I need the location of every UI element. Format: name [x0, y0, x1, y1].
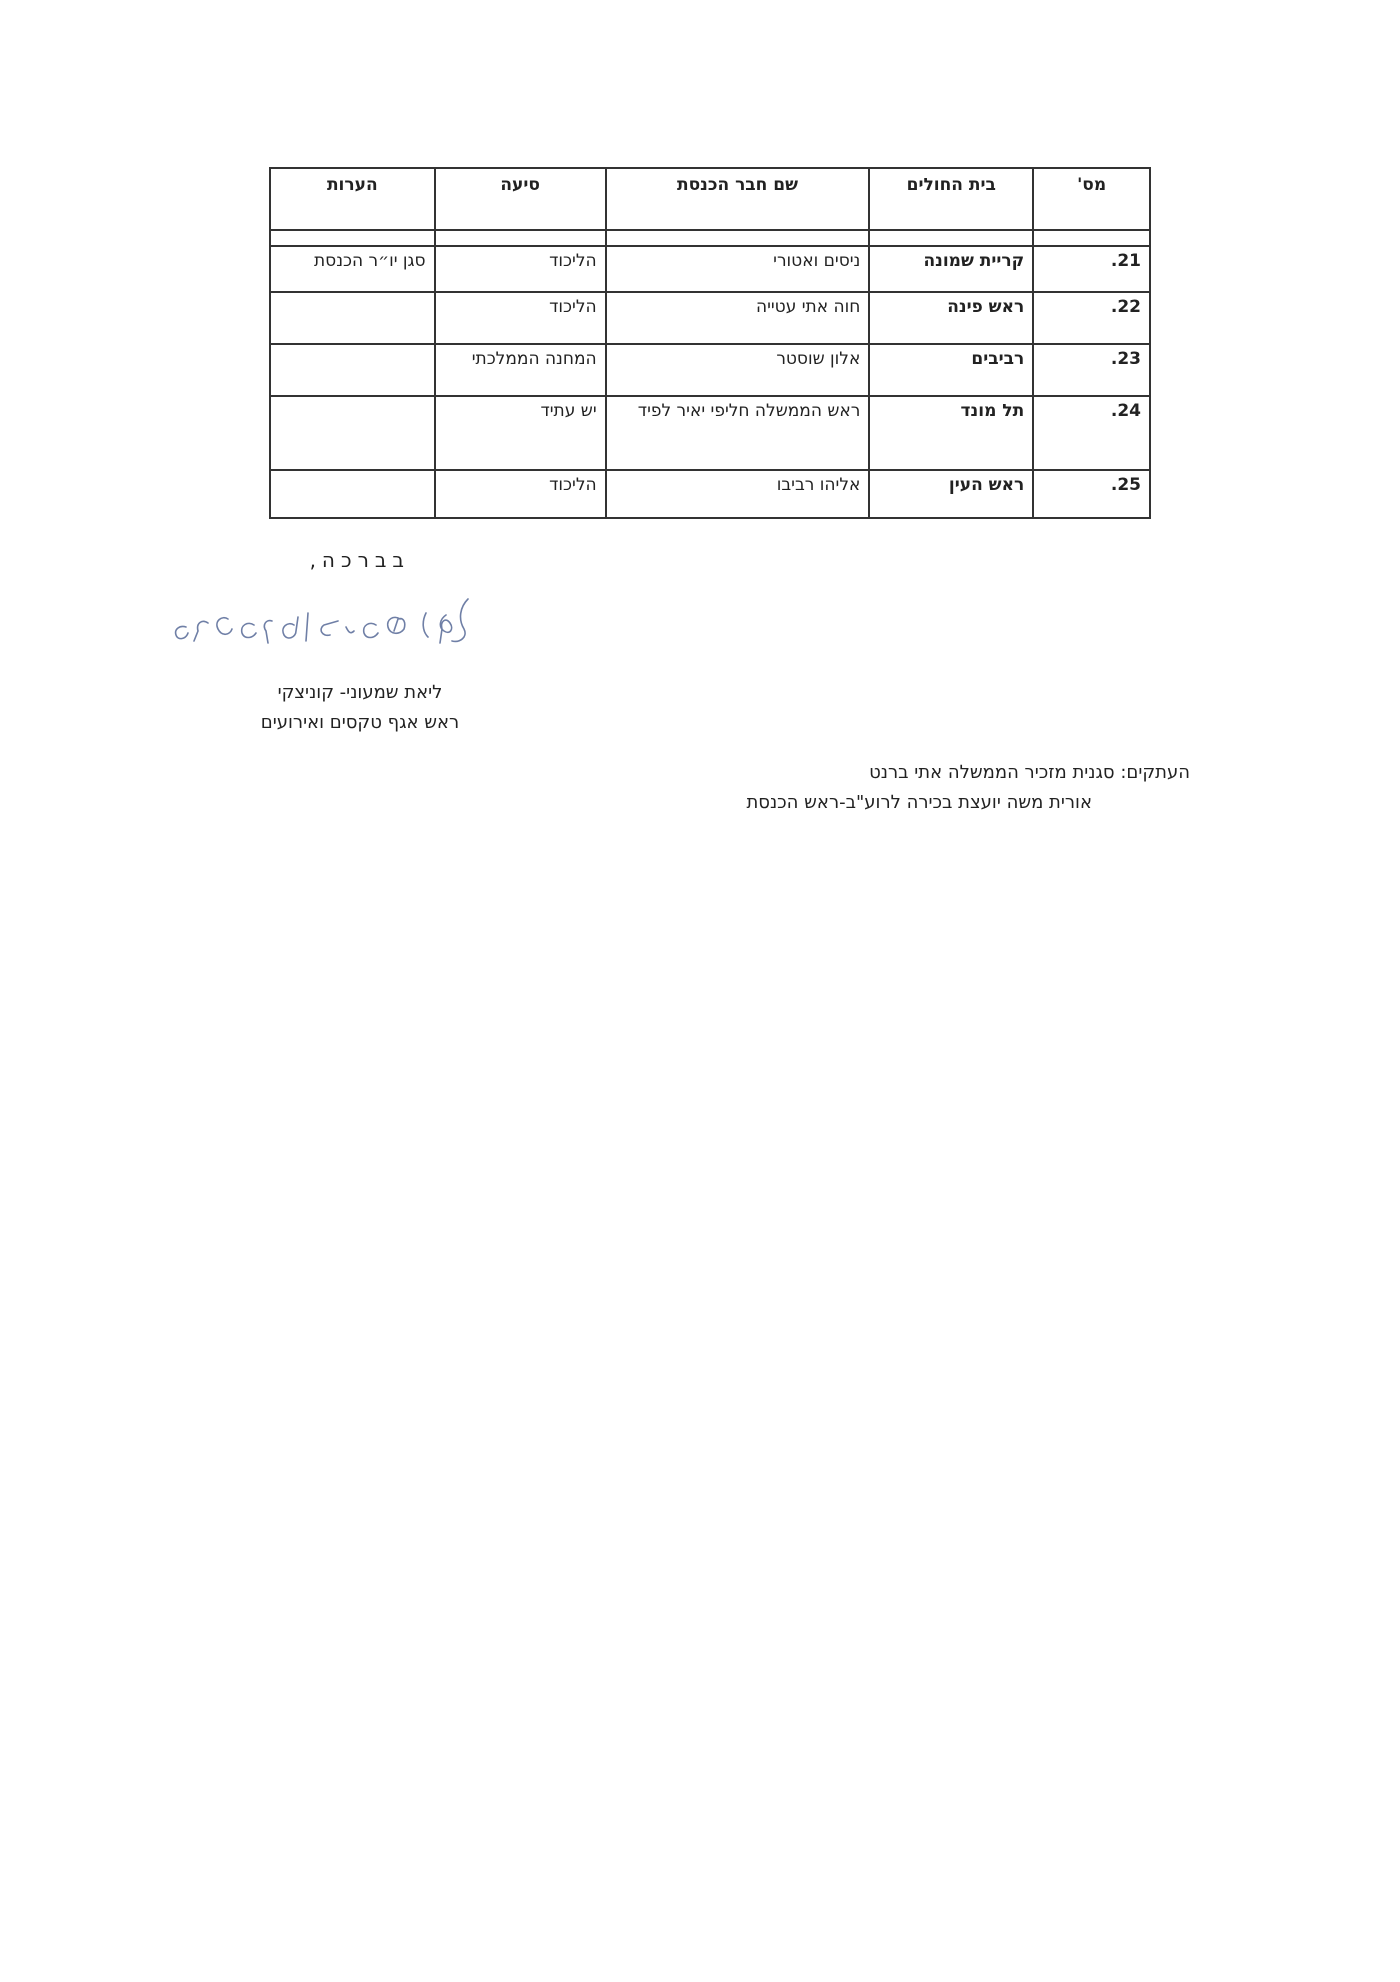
row-notes	[270, 470, 435, 518]
row-party: הליכוד	[435, 246, 606, 292]
row-party: הליכוד	[435, 470, 606, 518]
row-member: ניסים ואטורי	[606, 246, 870, 292]
table-row	[270, 344, 1150, 396]
row-party: יש עתיד	[435, 396, 606, 470]
row-hospital: תל מונד	[869, 396, 1033, 470]
row-notes: סגן יו״ר הכנסת	[270, 246, 435, 292]
table-spacer-row	[270, 230, 1150, 246]
table-row	[270, 470, 1150, 518]
hospitals-table	[269, 167, 1151, 519]
header-hospital: בית החולים	[869, 168, 1033, 230]
row-member: אליהו רביבו	[606, 470, 870, 518]
header-notes: הערות	[270, 168, 435, 230]
row-num: 24.	[1033, 396, 1150, 470]
header-member: שם חבר הכנסת	[606, 168, 870, 230]
row-notes	[270, 396, 435, 470]
row-notes	[270, 344, 435, 396]
row-member: אלון שוסטר	[606, 344, 870, 396]
row-num: 23.	[1033, 344, 1150, 396]
row-party: הליכוד	[435, 292, 606, 344]
signer-name: ליאת שמעוני- קוניצקי	[277, 682, 443, 703]
row-member: ראש הממשלה חליפי יאיר לפיד	[606, 396, 870, 470]
table-row	[270, 246, 1150, 292]
row-num: 25.	[1033, 470, 1150, 518]
cc-line-2: אורית משה יועצת בכירה לרוע"ב-ראש הכנסת	[746, 792, 1092, 813]
row-num: 22.	[1033, 292, 1150, 344]
handwritten-signature	[168, 585, 488, 665]
table-row	[270, 396, 1150, 470]
table-header-row	[270, 168, 1150, 230]
row-member: חוה אתי עטייה	[606, 292, 870, 344]
table-row	[270, 292, 1150, 344]
row-hospital: קריית שמונה	[869, 246, 1033, 292]
cc-block	[600, 758, 1190, 818]
row-num: 21.	[1033, 246, 1150, 292]
header-party: סיעה	[435, 168, 606, 230]
closing-greeting: בברכה,	[309, 548, 410, 572]
row-hospital: רביבים	[869, 344, 1033, 396]
row-hospital: ראש פינה	[869, 292, 1033, 344]
row-notes	[270, 292, 435, 344]
signer-title: ראש אגף טקסים ואירועים	[260, 712, 460, 733]
header-num: מס'	[1033, 168, 1150, 230]
cc-line-1: העתקים: סגנית מזכיר הממשלה אתי ברנט	[869, 762, 1190, 783]
row-hospital: ראש העין	[869, 470, 1033, 518]
signer-block	[190, 678, 530, 738]
row-party: המחנה הממלכתי	[435, 344, 606, 396]
